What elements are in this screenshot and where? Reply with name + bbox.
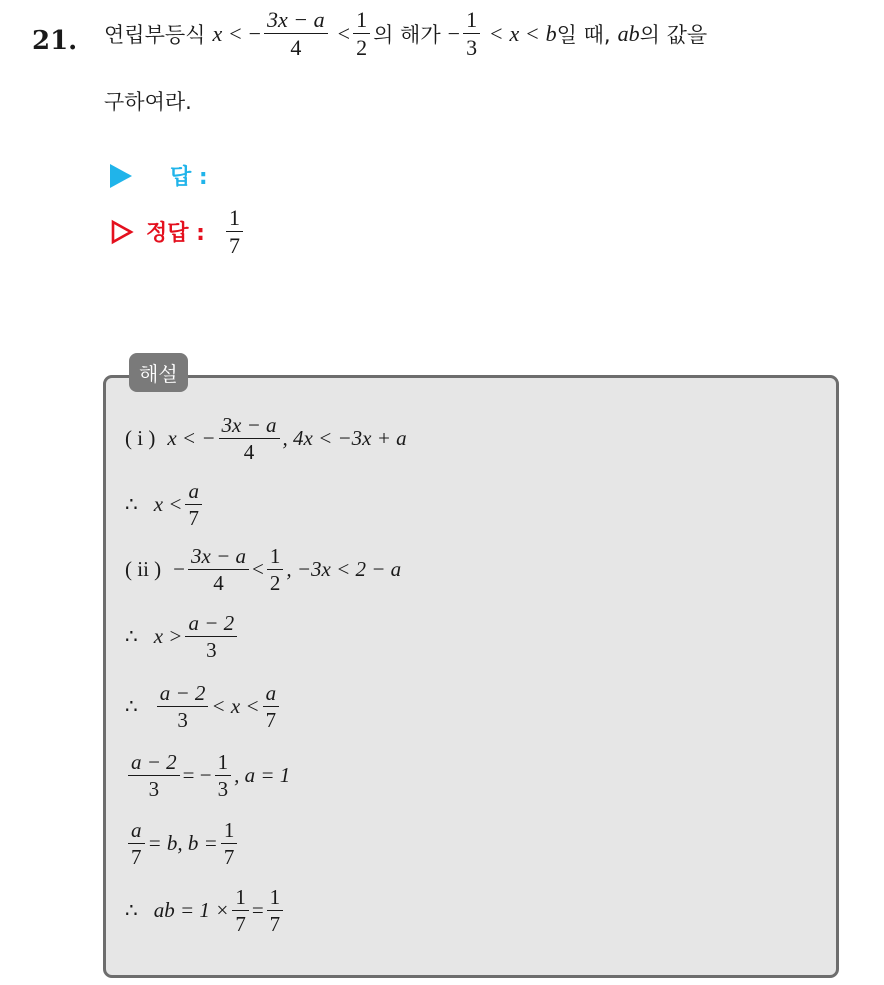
fraction: [232, 886, 249, 935]
fraction-1-over-3: [463, 8, 480, 59]
var-ab: ab: [617, 20, 640, 46]
solution-line-5: [125, 682, 282, 731]
fraction-denominator: 3: [217, 777, 229, 802]
minus-sign: −: [248, 20, 262, 46]
expression: x <: [153, 492, 183, 517]
fraction: [128, 751, 180, 800]
solution-line-8: [125, 886, 286, 935]
fraction-numerator: a − 2: [185, 612, 237, 637]
fraction-denominator: 4: [290, 35, 302, 61]
var-b: b: [545, 20, 557, 46]
correct-answer-row: [110, 206, 246, 257]
less-than: <: [337, 20, 351, 46]
fraction-denominator: 7: [269, 912, 281, 937]
fraction-denominator: 7: [223, 845, 235, 870]
question-number: 21.: [32, 26, 78, 56]
fraction-numerator: 1: [267, 886, 284, 911]
fraction: [267, 886, 284, 935]
expression: , −3x < 2 − a: [286, 557, 402, 582]
fraction-numerator: 1: [232, 886, 249, 911]
fraction-numerator: 1: [221, 819, 238, 844]
expression: x < −: [167, 426, 216, 451]
fraction-denominator: 7: [265, 708, 277, 733]
correct-answer-value: [223, 206, 246, 257]
case-label: ( ii ): [125, 557, 162, 582]
fraction-numerator: 3x − a: [188, 545, 249, 570]
fraction-1-over-2: [353, 8, 370, 59]
fraction-denominator: 7: [131, 845, 142, 870]
solution-line-3: [125, 545, 401, 594]
fraction-numerator: 3x − a: [219, 414, 280, 439]
solution-tag: 해설: [129, 353, 188, 392]
therefore-symbol: ∴: [125, 626, 138, 649]
fraction-denominator: 4: [213, 571, 224, 596]
expression: < x <: [211, 694, 260, 719]
fraction-denominator: 7: [188, 506, 199, 531]
fraction: [157, 682, 209, 731]
outline-triangle-icon: [110, 219, 134, 245]
solution-line-1: [125, 414, 407, 463]
case-label: ( i ): [125, 426, 156, 451]
expression: , 4x < −3x + a: [282, 426, 407, 451]
expression: = −: [182, 763, 212, 788]
fraction: [185, 612, 237, 661]
question-text-line2: 구하여라.: [104, 90, 192, 114]
expression: = b, b =: [147, 831, 218, 856]
answer-label: 답 :: [170, 165, 208, 190]
correct-answer-label: 정답 :: [146, 221, 205, 247]
fraction-denominator: 3: [206, 638, 217, 663]
fraction-numerator: a − 2: [157, 682, 209, 707]
question-text: 의 값을: [639, 22, 708, 47]
fraction: [128, 819, 145, 868]
solution-line-2: [125, 480, 205, 529]
fraction-denominator: 2: [269, 571, 281, 596]
fraction-denominator: 4: [243, 440, 255, 465]
solution-line-4: [125, 612, 240, 661]
therefore-symbol: ∴: [125, 494, 138, 517]
play-triangle-icon: [110, 164, 132, 188]
question-text-line1: [104, 8, 707, 59]
var-x: x: [212, 20, 223, 46]
fraction-denominator: 3: [148, 777, 160, 802]
fraction-denominator: 7: [235, 912, 246, 937]
fraction-numerator: a: [263, 682, 280, 707]
question-text: 연립부등식: [104, 22, 206, 47]
fraction-numerator: 1: [215, 751, 232, 776]
fraction-numerator: 1: [267, 545, 284, 570]
equals-sign: =: [251, 898, 264, 923]
var-x: x: [509, 20, 520, 46]
fraction-denominator: 2: [356, 35, 368, 61]
therefore-symbol: ∴: [125, 900, 138, 923]
fraction: [188, 545, 249, 594]
fraction: [219, 414, 280, 463]
fraction-numerator: 1: [353, 8, 370, 34]
question-text: 일 때,: [556, 22, 611, 47]
fraction-numerator: 1: [226, 206, 243, 232]
therefore-symbol: ∴: [125, 696, 138, 719]
fraction: [185, 480, 202, 529]
expression: , a = 1: [234, 763, 291, 788]
answer-row[interactable]: [110, 160, 208, 191]
fraction-denominator: 3: [466, 35, 478, 61]
question-text: 의 해가: [373, 22, 441, 47]
fraction: [267, 545, 284, 594]
fraction-denominator: 7: [228, 233, 240, 259]
fraction-denominator: 3: [177, 708, 188, 733]
expression: x >: [153, 624, 183, 649]
solution-line-7: [125, 819, 240, 868]
fraction: [263, 682, 280, 731]
less-than: <: [526, 20, 539, 46]
minus-sign: −: [173, 557, 185, 582]
fraction-3x-a-over-4: [264, 8, 328, 59]
fraction: [221, 819, 238, 868]
expression: ab = 1 ×: [153, 898, 230, 923]
fraction-numerator: a: [185, 480, 202, 505]
solution-line-6: [125, 751, 290, 800]
minus-sign: −: [447, 20, 461, 46]
fraction-numerator: 3x − a: [264, 8, 328, 34]
less-than: <: [490, 20, 503, 46]
less-than: <: [252, 557, 264, 582]
fraction-numerator: 1: [463, 8, 480, 34]
fraction: [215, 751, 232, 800]
less-than: <: [229, 20, 242, 46]
fraction-numerator: a − 2: [128, 751, 180, 776]
fraction-numerator: a: [128, 819, 145, 844]
